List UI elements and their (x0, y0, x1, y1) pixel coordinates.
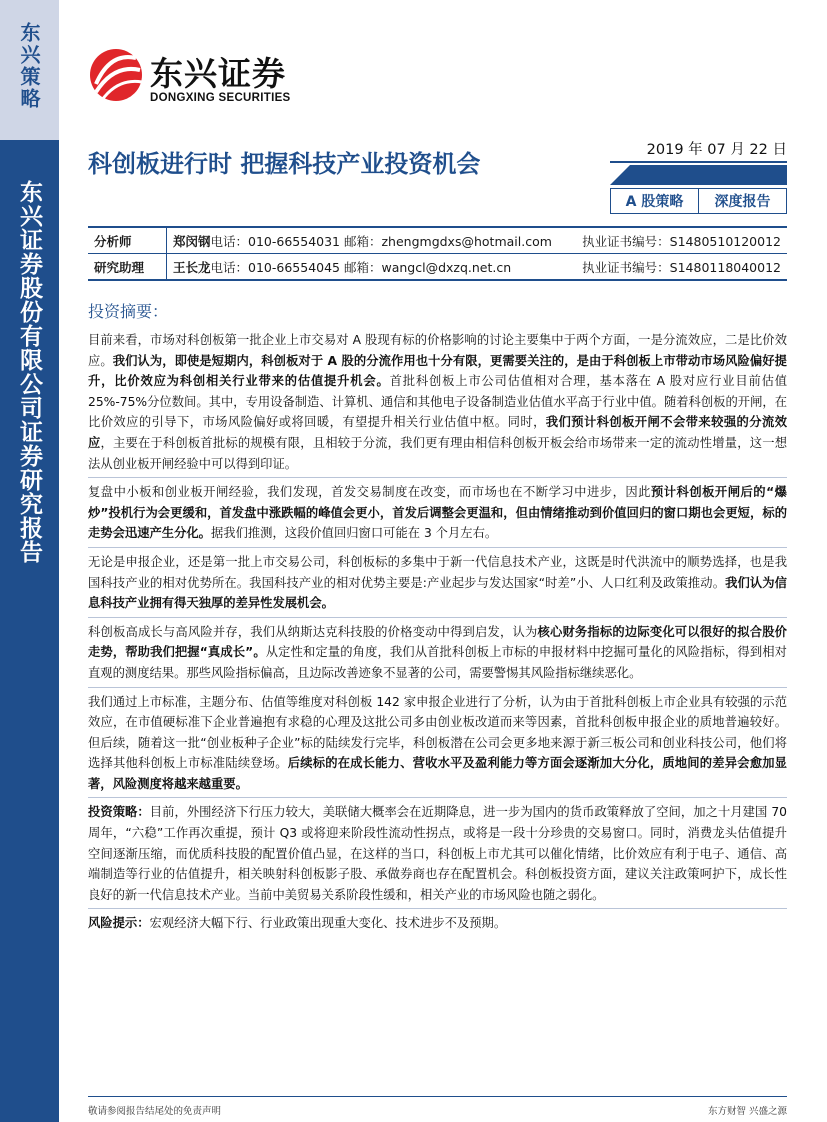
body-text: 首批科创板上市公司估值相对合理，基本落在 A 股对应行业目前估值 25%-75%分位数间。其中，专用设备制造、计算机、通信和其他电子设备制造业估值水平高于行业中值。随着科创板的开闸，在比价效应的引导下，市场风险偏好或将回暖，有望提升相关行业估值中枢。同时， (88, 374, 787, 430)
report-title: 科创板进行时 把握科技产业投资机会 (88, 150, 481, 178)
summary-paragraph (88, 692, 787, 799)
analyst-name: 王长龙 (173, 259, 211, 275)
body-text: 科创板高成长与高风险并存，我们从纳斯达克科技股的价格变动中得到启发，认为 (88, 624, 538, 639)
logo-name-en: DONGXING SECURITIES (150, 92, 291, 104)
footer-slogan: 东方财智 兴盛之源 (707, 1106, 787, 1117)
page-footer (88, 1096, 787, 1117)
emphasis-text: 我们认为信息科技产业拥有得天独厚的差异性发展机会。 (88, 575, 787, 611)
analyst-role: 分析师 (88, 228, 167, 253)
report-date: 2019 年 07 月 22 日 (610, 138, 787, 163)
footer-disclaimer: 敬请参阅报告结尾处的免责声明 (88, 1106, 222, 1117)
analyst-contact: 电话：010-66554045 邮箱：wangcl@dxzq.net.cn (210, 259, 512, 275)
analyst-row (88, 228, 787, 253)
sidebar-category-label: 东兴策略 (17, 22, 41, 110)
body-text: 据我们推测，这段价值回归窗口可能在 3 个月左右。 (210, 526, 498, 541)
analyst-cert: 执业证书编号：S1480118040012 (582, 259, 781, 275)
emphasis-text: 预计科创板开闸后的“爆炒”投机行为会更缓和，首发盘中涨跌幅的峰值会更小，首发后调整会更温和，但由情绪推动到价值回归的窗口期也会更短，标的走势会迅速产生分化。 (88, 485, 787, 541)
report-meta (610, 138, 787, 214)
emphasis-text: 我们预计科创板开闸不会带来较强的分流效应 (88, 415, 787, 450)
logo-mark-icon (88, 42, 144, 108)
body-text: 宏观经济大幅下行、行业政策出现重大变化、技术进步不及预期。 (149, 916, 507, 931)
analyst-cert: 执业证书编号：S1480510120012 (582, 233, 781, 249)
analyst-row (88, 253, 787, 279)
report-tags (610, 188, 787, 214)
summary-paragraph (88, 622, 787, 688)
emphasis-text: 风险提示： (88, 916, 150, 931)
analyst-name: 郑闵钢 (173, 233, 211, 249)
logo-name-cn: 东兴证券 (150, 54, 286, 93)
company-logo (88, 40, 318, 110)
analyst-role: 研究助理 (88, 254, 167, 279)
summary-body (88, 330, 787, 941)
analyst-contact: 电话：010-66554031 邮箱：zhengmgdxs@hotmail.com (210, 233, 552, 249)
body-text: 复盘中小板和创业板开闸经验，我们发现，首发交易制度在改变，而市场也在不断学习中进步，因此 (88, 485, 651, 500)
body-text: 目前来看，市场对科创板第一批企业上市交易对 A 股现有标的价格影响的讨论主要集中于两个方面，一是分流效应，二是比价效应。 (88, 333, 787, 368)
tag-report-type: 深度报告 (698, 189, 786, 213)
tag-strategy: A 股策略 (625, 194, 684, 210)
summary-paragraph (88, 552, 787, 618)
sidebar (0, 0, 59, 1122)
emphasis-text: 投资策略： (88, 805, 150, 820)
summary-paragraph (88, 913, 787, 937)
emphasis-text: 我们认为，即使是短期内，科创板对于 A 股的分流作用也十分有限，更需要关注的，是由于科创板上市带动市场风险偏好提升，比价效应为科创相关行业带来的估值提升机会。 (88, 353, 787, 389)
body-text: 我们通过上市标准，主题分布、估值等维度对科创板 142 家申报企业进行了分析，认为由于首批科创板上市企业具有较强的示范效应，在市值硬标准下企业普遍抱有求稳的心理及这批公司多由创业板改道而来等因素，首批科创板申报企业的质地普遍较好。但后续，随着这一批“创业板种子企业”标的陆续发行完毕，科创板潜在公司会更多地来源于新三板公司和创业科技公司，他们将选择其他科创板上市标准陆续登场。 (88, 694, 787, 771)
date-bar (610, 165, 787, 185)
summary-paragraph (88, 802, 787, 909)
emphasis-text: 核心财务指标的边际变化可以很好的拟合股价走势，帮助我们把握“真成长”。 (88, 624, 787, 660)
body-text: ，主要在于科创板首批标的规模有限，且相较于分流，我们更有理由相信科创板开板会给市场带来一定的流动性增量，这一想法从创业板开闸经验中可以得到印证。 (88, 435, 787, 471)
sidebar-org (0, 180, 59, 564)
analyst-table (88, 226, 787, 281)
sidebar-org-label: 东兴证券股份有限公司证券研究报告 (16, 180, 42, 564)
summary-paragraph (88, 330, 787, 478)
body-text: 从定性和定量的角度，我们从首批科创板上市标的申报材料中挖掘可量化的风险指标，得到相对直观的测度结果。那些风险指标偏高，且边际改善迹象不显著的公司，需要警惕其风险指标继续恶化。 (88, 645, 787, 680)
sidebar-category (0, 0, 59, 140)
body-text: 目前，外围经济下行压力较大，美联储大概率会在近期降息，进一步为国内的货币政策释放了空间，加之十月建国 70 周年，“六稳”工作再次重提，预计 Q3 或将迎来阶段性流动性拐点，或将是一段十分珍贵的交易窗口。同时，消费龙头估值提升空间逐渐压缩，而优质科技股的配置价值凸显，在这样的当口，科创板上市尤其可以催化情绪，比价效应有利于电子、通信、高端制造等行业的估值提升，相关映射科创板影子股、承做券商也存在配置机会。科创板投资方面，建议关注政策呵护下，成长性良好的新一代信息技术产业。当前中美贸易关系阶段性缓和，相关产业的市场风险也随之弱化。 (88, 805, 787, 902)
summary-paragraph (88, 482, 787, 548)
emphasis-text: 后续标的在成长能力、营收水平及盈利能力等方面会逐渐加大分化，质地间的差异会愈加显著，风险测度将越来越重要。 (88, 756, 787, 791)
body-text: 无论是申报企业，还是第一批上市交易公司，科创板标的多集中于新一代信息技术产业，这既是时代洪流中的顺势选择，也是我国科技产业的相对优势所在。我国科技产业的相对优势主要是:产业起步与发达国家“时差”小、人口红利及政策推动。 (88, 554, 787, 590)
summary-heading: 投资摘要： (88, 302, 169, 321)
